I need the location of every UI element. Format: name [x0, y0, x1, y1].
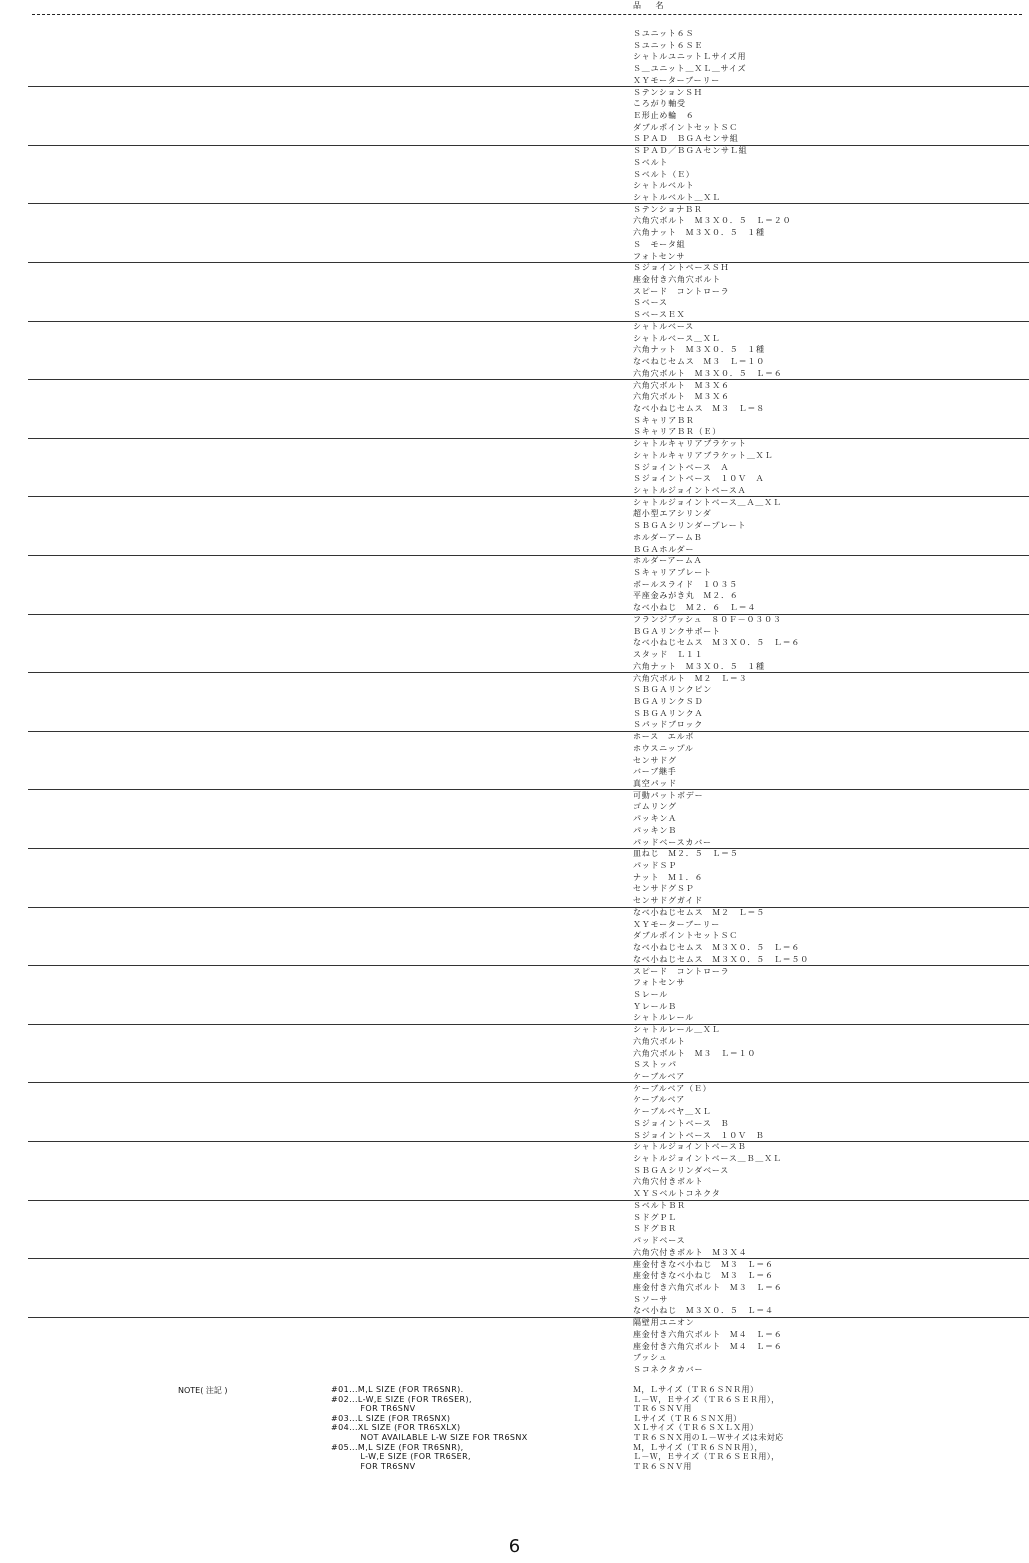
part-name: ＳジョイントベースＳＨ: [633, 263, 730, 273]
part-name: ＳテンションＳＨ: [633, 87, 703, 97]
part-name: なべ小ねじセムス Ｍ３Ｘ０．５ Ｌ＝６: [633, 943, 801, 953]
parts-group: [633, 1200, 1023, 1258]
part-name: なべ小ねじセムス Ｍ３Ｘ０．５ Ｌ＝６: [633, 638, 801, 648]
parts-group: [633, 1317, 1023, 1375]
part-name: 座金付きなべ小ねじ Ｍ３ Ｌ＝６: [633, 1271, 774, 1281]
note-line-english: #03...L SIZE (FOR TR6SNX): [331, 1413, 451, 1423]
part-name: ＸＹモーターブーリー: [633, 919, 721, 929]
parts-group: [633, 790, 1023, 848]
parts-group: [633, 204, 1023, 262]
note-line-japanese: Ｌサイズ（ＴＲ６ＳＮＸ用）: [633, 1413, 742, 1423]
part-name: ＳＰＡＤ ＢＧＡセンサ組: [633, 134, 739, 144]
note-line-english: #02...L-W,E SIZE (FOR TR6SER),: [331, 1394, 472, 1404]
part-name: ホース エルボ: [633, 732, 695, 742]
part-name: Ｓストッパ: [633, 1060, 677, 1070]
part-name: フォトセンサ: [633, 978, 686, 988]
part-name: 六角穴ボルト Ｍ３Ｘ０．５ Ｌ＝６: [633, 368, 783, 378]
part-name: ゴムリング: [633, 802, 677, 812]
part-name: ＸＹモーターブーリー: [633, 75, 721, 85]
part-name: ＳテンショナＢＲ: [633, 204, 703, 214]
parts-group: [633, 87, 1023, 145]
part-name: シャトルジョイントベースＡ: [633, 485, 747, 495]
part-name: Ｓジョイントベース Ａ: [633, 462, 730, 472]
part-name: 平座金みがき丸 Ｍ２．６: [633, 591, 739, 601]
part-name: なべねじセムス Ｍ３ Ｌ＝１０: [633, 357, 765, 367]
part-name: シャトルキャリアブラケット: [633, 439, 747, 449]
part-name: ダブルポイントセットＳＣ: [633, 122, 739, 132]
part-name: シャトルベルト＿ＸＬ: [633, 192, 721, 202]
part-name: パッキンＡ: [633, 814, 677, 824]
column-header-part-name: 品 名: [633, 1, 670, 10]
part-name: パッドベース: [633, 1236, 686, 1246]
part-name: 六角穴付きボルト Ｍ３Ｘ４: [633, 1247, 748, 1257]
part-name: 六角穴ボルト Ｍ２ Ｌ＝３: [633, 673, 748, 683]
note-line-japanese: ＴＲ６ＳＮＸ用のＬ－Ｗサイズは未対応: [633, 1432, 784, 1442]
part-name: シャトルベース: [633, 322, 695, 331]
notes-section: [0, 1385, 1029, 1475]
part-name: ＸＹＳベルトコネクタ: [633, 1189, 721, 1199]
part-name: フォトセンサ: [633, 251, 686, 261]
part-name: シャトルベルト: [633, 181, 695, 191]
part-name: Ｓジョイントベース Ｂ: [633, 1118, 730, 1128]
parts-group: [633, 907, 1023, 965]
note-line-japanese: Ｌ－Ｗ，Ｅサイズ（ＴＲ６ＳＥＲ用），: [633, 1394, 780, 1404]
part-name: スピード コントローラ: [633, 286, 730, 296]
part-name: 六角穴ボルト Ｍ３Ｘ０．５ Ｌ＝２０: [633, 216, 792, 226]
part-name: なべ小ねじセムス Ｍ３Ｘ０．５ Ｌ＝５０: [633, 954, 809, 964]
notes-japanese: [633, 1385, 784, 1471]
part-name: シャトルユニットＬサイズ用: [633, 52, 747, 62]
parts-group: [633, 1024, 1023, 1082]
page-number: 6: [508, 1536, 521, 1557]
parts-group: [633, 1083, 1023, 1141]
part-name: スピード コントローラ: [633, 966, 730, 976]
note-line-english: FOR TR6SNV: [331, 1461, 416, 1471]
part-name: シャトルキャリアブラケット＿ＸＬ: [633, 450, 774, 460]
part-name: なべ小ねじセムス Ｍ２ Ｌ＝５: [633, 908, 765, 917]
part-name: ＳＢＧＡシリンダベース: [633, 1165, 730, 1175]
notes-english: [331, 1385, 528, 1471]
note-line-english: L-W,E SIZE (FOR TR6SER,: [331, 1452, 471, 1462]
part-name: スタッド Ｌ１１: [633, 650, 704, 660]
part-name: ダブルポイントセットＳＣ: [633, 931, 739, 941]
part-name: ケーブルベア: [633, 1095, 686, 1105]
parts-group: [633, 1259, 1023, 1317]
part-name: ＳドグＰＬ: [633, 1212, 677, 1222]
part-name: 座金付き六角穴ボルト: [633, 275, 721, 285]
parts-group: [633, 731, 1023, 789]
part-name: ナット Ｍ１．６: [633, 872, 704, 882]
part-name: 座金付きなべ小ねじ Ｍ３ Ｌ＝６: [633, 1259, 774, 1269]
part-name: ＳキャリアＢＲ（Ｅ）: [633, 427, 721, 437]
part-name: Ｓレール: [633, 989, 669, 999]
part-name: ホウスニップル: [633, 743, 694, 753]
parts-group: [633, 673, 1023, 731]
part-name: 六角穴ボルト Ｍ３ Ｌ＝１０: [633, 1048, 757, 1058]
part-name: 皿ねじ Ｍ２．５ Ｌ＝５: [633, 849, 739, 859]
parts-group: [633, 380, 1023, 438]
part-name: ＢＧＡリンクサポート: [633, 626, 721, 636]
part-name: Ｓコネクタカバー: [633, 1364, 704, 1374]
part-name: なべ小ねじ Ｍ２．６ Ｌ＝４: [633, 603, 757, 613]
part-name: ＢＧＡホルダー: [633, 544, 695, 554]
part-name: ころがり軸受: [633, 99, 686, 109]
part-name: バーブ継手: [633, 767, 677, 777]
parts-group: [633, 1141, 1023, 1199]
part-name: 六角穴ボルト: [633, 1036, 686, 1046]
part-name: Ｅ形止め輪 ６: [633, 110, 695, 120]
part-name: シャトルレール＿ＸＬ: [633, 1025, 721, 1035]
part-name: 六角穴ボルト Ｍ３Ｘ６: [633, 392, 730, 402]
parts-group: [633, 28, 1023, 86]
notes-label: NOTE( 注記 ): [178, 1386, 228, 1395]
part-name: 可動パットボデー: [633, 790, 704, 800]
note-line-japanese: ＴＲ６ＳＮＶ用: [633, 1404, 692, 1414]
part-name: パッドＳＰ: [633, 861, 677, 871]
part-name: 六角穴ボルト Ｍ３Ｘ６: [633, 380, 730, 390]
note-line-japanese: Ｍ，Ｌサイズ（ＴＲ６ＳＮＲ用），: [633, 1442, 763, 1452]
note-line-japanese: Ｌ－Ｗ，Ｅサイズ（ＴＲ６ＳＥＲ用），: [633, 1452, 780, 1462]
part-name: フランジブッシュ ８０Ｆ－０３０３: [633, 615, 782, 624]
part-name: シャトルジョイントベースＢ: [633, 1142, 747, 1152]
part-name: 六角ナット Ｍ３Ｘ０．５ １種: [633, 661, 765, 671]
part-name: ＳＢＧＡリンクＡ: [633, 708, 704, 718]
part-name: 座金付き六角穴ボルト Ｍ４ Ｌ＝６: [633, 1341, 783, 1351]
part-name: ホルダーアームＡ: [633, 556, 703, 566]
part-name: 真空パッド: [633, 778, 677, 788]
parts-group: [633, 848, 1023, 906]
part-name: ケーブルベア: [633, 1071, 686, 1081]
parts-group: [633, 614, 1023, 672]
part-name: Ｓキャリアプレート: [633, 568, 712, 578]
part-name: ホルダーアームＢ: [633, 532, 703, 542]
part-name: Ｓパッドブロック: [633, 720, 703, 730]
part-name: 座金付き六角穴ボルト Ｍ３ Ｌ＝６: [633, 1282, 783, 1292]
part-name: シャトルジョイントベース＿Ａ＿ＸＬ: [633, 497, 782, 507]
part-name: Ｓ＿ユニット＿ＸＬ＿サイズ: [633, 64, 747, 74]
part-name: Ｓソーサ: [633, 1294, 669, 1304]
part-name: 六角ナット Ｍ３Ｘ０．５ １種: [633, 228, 765, 238]
part-name: Ｓベルト（Ｅ）: [633, 169, 695, 179]
parts-group: [633, 555, 1023, 613]
part-name: 座金付き六角穴ボルト Ｍ４ Ｌ＝６: [633, 1329, 783, 1339]
part-name: パッキンＢ: [633, 825, 677, 835]
note-line-japanese: ＴＲ６ＳＮＶ用: [633, 1461, 692, 1471]
note-line-japanese: ＸＬサイズ（ＴＲ６ＳＸＬＸ用）: [633, 1423, 759, 1433]
part-name: Ｓ モータ組: [633, 239, 686, 249]
part-name: ＳＢＧＡリンクピン: [633, 685, 713, 695]
part-name: ＳベルトＢＲ: [633, 1201, 686, 1210]
part-name: なべ小ねじ Ｍ３Ｘ０．５ Ｌ＝４: [633, 1306, 774, 1316]
parts-group: [633, 438, 1023, 496]
part-name: センサドグガイド: [633, 896, 703, 906]
part-name: 六角ナット Ｍ３Ｘ０．５ １種: [633, 345, 765, 355]
note-line-english: #01...M,L SIZE (FOR TR6SNR).: [331, 1385, 464, 1394]
part-name: ＢＧＡリンクＳＤ: [633, 696, 704, 706]
part-name: センサドグＳＰ: [633, 884, 695, 894]
part-name: センサドグ: [633, 755, 677, 765]
part-name: ケーブルベア（Ｅ）: [633, 1083, 712, 1093]
part-name: ケーブルベヤ＿ＸＬ: [633, 1107, 712, 1117]
part-name: Ｓユニット６ＳＥ: [633, 40, 704, 50]
part-name: シャトルレール: [633, 1013, 695, 1023]
note-line-japanese: Ｍ，Ｌサイズ（ＴＲ６ＳＮＲ用）: [633, 1385, 759, 1394]
parts-group: [633, 262, 1023, 320]
part-name: ＳＢＧＡシリンダープレート: [633, 521, 747, 531]
part-name: Ｓジョイントベース １０Ｖ Ｂ: [633, 1130, 765, 1140]
part-name: なべ小ねじセムス Ｍ３ Ｌ＝８: [633, 403, 765, 413]
part-name: ＳドグＢＲ: [633, 1224, 677, 1234]
part-name: ＳキャリアＢＲ: [633, 415, 695, 425]
part-name: 超小型エアシリンダ: [633, 509, 712, 519]
note-line-english: FOR TR6SNV: [331, 1404, 416, 1414]
part-name: ＳベースＥＸ: [633, 310, 686, 320]
note-line-english: NOT AVAILABLE L-W SIZE FOR TR6SNX: [331, 1432, 528, 1442]
part-name: パッドベースカバー: [633, 837, 712, 847]
part-name: 隔壁用ユニオン: [633, 1318, 695, 1328]
part-name: Ｓベルト: [633, 157, 669, 167]
part-name: Ｓユニット６Ｓ: [633, 29, 695, 38]
part-name: ＹレールＢ: [633, 1001, 677, 1011]
parts-group: [633, 497, 1023, 555]
parts-group: [633, 966, 1023, 1024]
part-name: Ｓベース: [633, 298, 668, 308]
part-name: ＳＰＡＤ／ＢＧＡセンサＬ組: [633, 146, 748, 156]
part-name: 六角穴付きボルト: [633, 1177, 704, 1187]
note-line-english: #05...M,L SIZE (FOR TR6SNR),: [331, 1442, 464, 1452]
part-name: ボールスライド １０３５: [633, 579, 738, 589]
part-name: ブッシュ: [633, 1353, 668, 1363]
parts-group: [633, 321, 1023, 379]
part-name: Ｓジョイントベース １０Ｖ Ａ: [633, 474, 765, 484]
part-name: シャトルジョイントベース＿Ｂ＿ＸＬ: [633, 1154, 782, 1164]
parts-group: [633, 145, 1023, 203]
part-name: シャトルベース＿ＸＬ: [633, 333, 721, 343]
note-line-english: #04...XL SIZE (FOR TR6SXLX): [331, 1423, 461, 1433]
